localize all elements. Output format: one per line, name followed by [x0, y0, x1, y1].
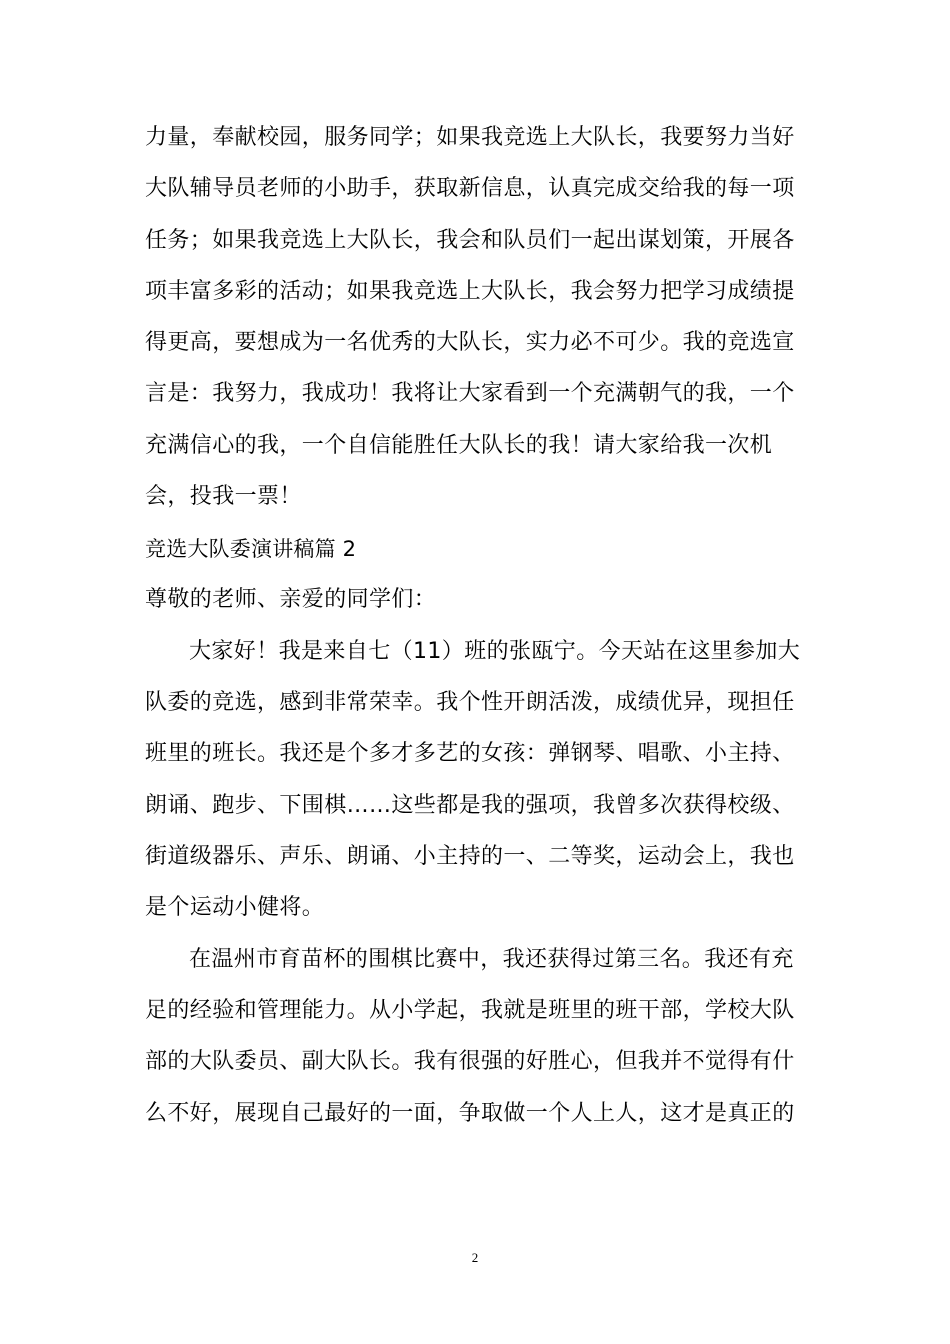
text-line: 力量，奉献校园，服务同学；如果我竞选上大队长，我要努力当好: [145, 125, 795, 150]
text-line: 大家好！我是来自七（11）班的张瓯宁。今天站在这里参加大: [189, 639, 801, 664]
text-line: 言是：我努力，我成功！我将让大家看到一个充满朝气的我，一个: [145, 381, 795, 406]
text-line: 足的经验和管理能力。从小学起，我就是班里的班干部，学校大队: [145, 998, 795, 1023]
page-number: 2: [471, 1250, 479, 1265]
text-line: 得更高，要想成为一名优秀的大队长，实力必不可少。我的竞选宣: [145, 330, 795, 355]
text-line: 队委的竞选，感到非常荣幸。我个性开朗活泼，成绩优异，现担任: [145, 690, 795, 715]
section-heading: 竞选大队委演讲稿篇 2: [145, 537, 357, 561]
text-line: 部的大队委员、副大队长。我有很强的好胜心，但我并不觉得有什: [145, 1049, 795, 1074]
text-line: 项丰富多彩的活动；如果我竞选上大队长，我会努力把学习成绩提: [145, 279, 795, 304]
salutation: 尊敬的老师、亲爱的同学们：: [145, 587, 437, 612]
text-line: 会，投我一票！: [145, 484, 302, 509]
text-line: 是个运动小健将。: [145, 895, 325, 920]
text-line: 么不好，展现自己最好的一面，争取做一个人上人，这才是真正的: [145, 1101, 795, 1126]
text-line: 在温州市育苗杯的围棋比赛中，我还获得过第三名。我还有充: [189, 947, 794, 972]
text-line: 朗诵、跑步、下围棋……这些都是我的强项，我曾多次获得校级、: [145, 793, 795, 818]
text-line: 班里的班长。我还是个多才多艺的女孩：弹钢琴、唱歌、小主持、: [145, 741, 795, 766]
text-line: 任务；如果我竞选上大队长，我会和队员们一起出谋划策，开展各: [145, 228, 795, 253]
text-line: 大队辅导员老师的小助手，获取新信息，认真完成交给我的每一项: [145, 176, 795, 201]
text-line: 街道级器乐、声乐、朗诵、小主持的一、二等奖，运动会上，我也: [145, 844, 795, 869]
text-line: 充满信心的我，一个自信能胜任大队长的我！请大家给我一次机: [145, 433, 773, 458]
